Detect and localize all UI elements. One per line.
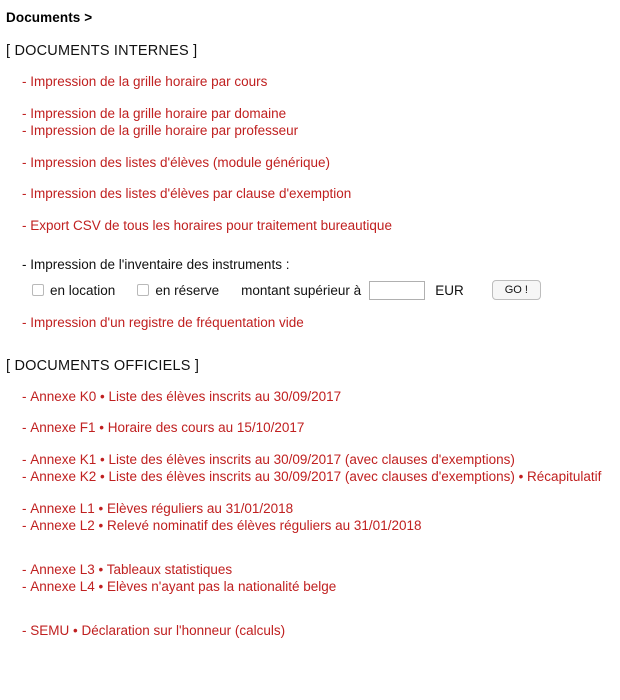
list-item (6, 622, 620, 640)
bullet-dash: - (22, 420, 31, 435)
bullet-dash: - (22, 186, 31, 201)
breadcrumb: Documents > (6, 10, 93, 25)
list-item (6, 154, 620, 172)
link-annexe-k0[interactable]: Annexe K0 • Liste des élèves inscrits au 30/09/2017 (30, 388, 342, 404)
official-docs-group-6 (6, 622, 620, 640)
link-semu-declaration-honneur[interactable]: SEMU • Déclaration sur l'honneur (calculs) (30, 622, 286, 638)
checkbox-en-location-wrap[interactable] (32, 283, 115, 298)
bullet-dash: - (22, 622, 31, 638)
checkbox-en-reserve-label: en réserve (155, 282, 220, 298)
internal-docs-group-2 (6, 105, 620, 140)
bullet-dash: - (22, 315, 31, 330)
link-impression-listes-eleves-clause-exemption[interactable]: Impression des listes d'élèves par clause d'exemption (30, 186, 352, 201)
internal-docs-group-6 (6, 314, 620, 332)
bullet-dash: - (22, 105, 31, 121)
official-docs-group-5 (6, 561, 620, 596)
amount-input[interactable] (369, 281, 425, 300)
official-docs-group-1 (6, 388, 620, 406)
list-item (6, 451, 620, 469)
link-export-csv-horaires[interactable]: Export CSV de tous les horaires pour traitement bureautique (30, 217, 392, 233)
list-item (6, 122, 620, 140)
list-item (6, 73, 620, 91)
list-item (6, 388, 620, 406)
go-button[interactable]: GO ! (492, 280, 541, 300)
link-impression-grille-horaire-cours[interactable]: Impression de la grille horaire par cours (30, 74, 268, 89)
bullet-dash: - (22, 500, 31, 516)
internal-docs-group-3 (6, 154, 620, 172)
list-item (6, 217, 620, 235)
section-title-documents-officiels: [ DOCUMENTS OFFICIELS ] (6, 357, 200, 374)
bullet-dash: - (22, 217, 31, 233)
bullet-dash: - (22, 388, 31, 404)
link-annexe-l2[interactable]: Annexe L2 • Relevé nominatif des élèves réguliers au 31/01/2018 (30, 518, 422, 533)
section-title-documents-internes: [ DOCUMENTS INTERNES ] (6, 43, 198, 59)
list-item (6, 517, 620, 535)
official-docs-group-3 (6, 451, 620, 486)
list-item (6, 561, 620, 579)
link-annexe-k2[interactable]: Annexe K2 • Liste des élèves inscrits au 30/09/2017 (avec clauses d'exemptions) • Récapitulatif (30, 469, 602, 484)
checkbox-en-location-label: en location (50, 282, 116, 298)
list-item (6, 314, 620, 332)
bullet-dash: - (22, 518, 31, 533)
list-item (6, 185, 620, 203)
internal-docs-group-4 (6, 185, 620, 203)
link-annexe-l1[interactable]: Annexe L1 • Elèves réguliers au 31/01/2018 (30, 500, 294, 516)
internal-docs-group-5 (6, 217, 620, 235)
list-item (6, 578, 620, 596)
official-docs-group-4 (6, 500, 620, 535)
checkbox-en-reserve-wrap[interactable] (137, 283, 219, 298)
list-item (6, 105, 620, 123)
currency-label: EUR (435, 282, 464, 298)
link-annexe-k1[interactable]: Annexe K1 • Liste des élèves inscrits au 30/09/2017 (avec clauses d'exemptions) (30, 451, 515, 467)
inventory-form-label: - Impression de l'inventaire des instruments : (22, 257, 290, 272)
inventory-form-controls (6, 280, 620, 300)
bullet-dash: - (22, 451, 31, 467)
link-annexe-f1[interactable]: Annexe F1 • Horaire des cours au 15/10/2017 (30, 420, 305, 435)
bullet-dash: - (22, 561, 31, 577)
link-annexe-l4[interactable]: Annexe L4 • Elèves n'ayant pas la nationalité belge (30, 579, 337, 594)
link-impression-grille-horaire-professeur[interactable]: Impression de la grille horaire par professeur (30, 123, 299, 138)
bullet-dash: - (22, 123, 31, 138)
list-item (6, 468, 620, 486)
bullet-dash: - (22, 469, 31, 484)
internal-docs-group-1 (6, 73, 620, 91)
official-docs-group-2 (6, 419, 620, 437)
link-impression-registre-frequentation[interactable]: Impression d'un registre de fréquentation vide (30, 315, 304, 330)
checkbox-en-reserve[interactable] (137, 284, 149, 296)
amount-field-label: montant supérieur à (241, 282, 362, 298)
list-item (6, 419, 620, 437)
link-annexe-l3[interactable]: Annexe L3 • Tableaux statistiques (30, 561, 233, 577)
link-impression-grille-horaire-domaine[interactable]: Impression de la grille horaire par domaine (30, 105, 287, 121)
bullet-dash: - (22, 154, 31, 170)
link-impression-listes-eleves-generique[interactable]: Impression des listes d'élèves (module générique) (30, 154, 330, 170)
list-item (6, 500, 620, 518)
checkbox-en-location[interactable] (32, 284, 44, 296)
bullet-dash: - (22, 74, 31, 89)
inventory-form (6, 256, 620, 300)
bullet-dash: - (22, 579, 31, 594)
